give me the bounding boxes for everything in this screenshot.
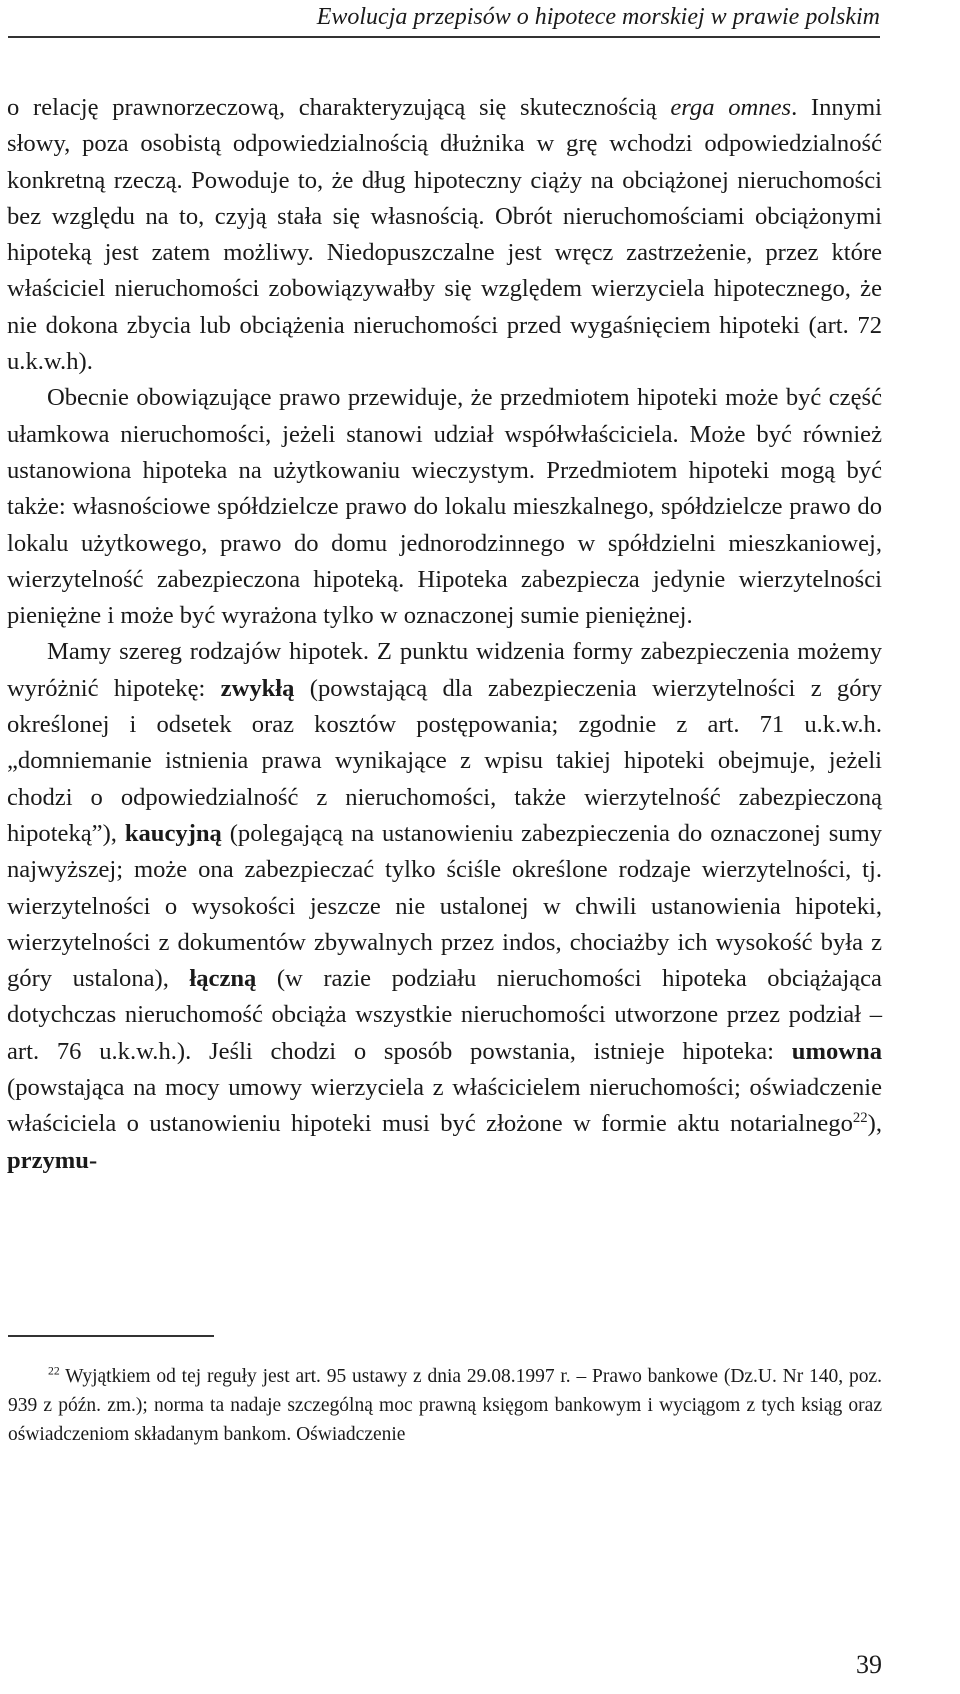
paragraph-3-text-6: ), <box>867 1110 882 1138</box>
bold-term-umowna: umowna <box>791 1037 882 1065</box>
paragraph-2: Obecnie obowiązujące prawo przewiduje, że przedmiotem hipoteki może być część ułamkowa nieruchomości, jeżeli stanowi udział współwłaściciela. Może być również ustanowiona hipoteka na użytkowaniu wieczystym. Przedmiotem hipoteki mogą być także: własnościowe spółdzielcze prawo do lokalu mieszkalnego, spółdzielcze prawo do lokalu użytkowego, prawo do domu jednorodzinnego w spółdzielni mieszkaniowej, wierzytelność zabezpieczona hipoteką. Hipoteka zabezpiecza jedynie wierzytelności pieniężne i może być wyrażona tylko w oznaczonej sumie pieniężnej. <box>7 384 882 630</box>
paragraph-3-text-5: (powstająca na mocy umowy wierzyciela z właścicielem nieruchomości; oświadczenie właściciela o ustanowieniu hipoteki musi być złożone w formie aktu notarialnego <box>7 1074 882 1138</box>
italic-term: erga omnes <box>670 94 792 121</box>
running-header <box>8 0 880 38</box>
paragraph-3-text-2: (powstającą dla zabezpieczenia wierzytelności z góry określonej i odsetek oraz kosztów postępowania; zgodnie z art. 71 u.k.w.h. „domniemanie istnienia prawa wynikające z wpisu takiej hipoteki obejmuje, jeżeli chodzi o odpowiedzialność z nieruchomości, także wierzytelność zabezpieczoną hipoteką”), <box>7 674 882 847</box>
footnote-number: 22 <box>48 1364 60 1378</box>
bold-term-zwykla: zwykłą <box>220 674 295 702</box>
paragraph-3 <box>7 634 882 1178</box>
footnote-divider <box>8 1335 214 1337</box>
paragraph-3-text-3: (polegającą na ustanowieniu zabezpieczenia do oznaczonej sumy najwyższej; może ona zabezpieczać tylko ściśle określone rodzaje wierzytelności, tj. wierzytelności o wysokości jeszcze nie ustalonej w chwili ustanowienia hipoteki, wierzytelności z dokumentów zbywalnych przez indos, chociażby ich wysokość była z góry ustalona), <box>7 819 882 993</box>
main-text <box>7 90 882 1179</box>
bold-term-kaucyjna: kaucyjną <box>124 819 222 847</box>
bold-term-przymusowa: przymu- <box>7 1146 98 1174</box>
footnote-text: Wyjątkiem od tej reguły jest art. 95 ustawy z dnia 29.08.1997 r. – Prawo bankowe (Dz.U. Nr 140, poz. 939 z późn. zm.); norma ta nadaje szczególną moc prawną księgom bankowym i wyciągom z tych ksiąg oraz oświadczeniom składanym bankom. Oświadczenie <box>8 1366 882 1445</box>
paragraph-1-part-b: . Innymi słowy, poza osobistą odpowiedzialnością dłużnika w grę wchodzi odpowiedzialność konkretną rzeczą. Powoduje to, że dług hipoteczny ciąży na obciążonej nieruchomości bez względu na to, czyją stała się własnością. Obrót nieruchomościami obciążonymi hipoteką jest zatem możliwy. Niedopuszczalne jest wręcz zastrzeżenie, przez które właściciel nieruchomości zobowiązywałby się względem wierzyciela hipotecznego, że nie dokona zbycia lub obciążenia nieruchomości przed wygaśnięciem hipoteki (art. 72 u.k.w.h). <box>7 94 882 376</box>
paragraph-1-part-a: o relację prawnorzeczową, charakteryzującą się skutecznością <box>7 94 671 121</box>
footnote-reference: 22 <box>852 1110 868 1127</box>
bold-term-laczna: łączną <box>189 965 257 993</box>
paragraph-3-text-1: Mamy szereg rodzajów hipotek. Z punktu widzenia formy zabezpieczenia możemy wyróżnić hipotekę: <box>7 638 882 702</box>
running-title: Ewolucja przepisów o hipotece morskiej w prawie polskim <box>316 4 880 30</box>
page-number: 39 <box>856 1650 882 1679</box>
footnotes <box>8 1362 882 1449</box>
paragraph-3-text-4: (w razie podziału nieruchomości hipoteka obciążająca dotychczas nieruchomość obciąża wszystkie nieruchomości utworzone przez podział – art. 76 u.k.w.h.). Jeśli chodzi o sposób powstania, istnieje hipoteka: <box>7 965 882 1065</box>
paragraph-1 <box>7 90 882 380</box>
footnote-22 <box>8 1362 882 1449</box>
